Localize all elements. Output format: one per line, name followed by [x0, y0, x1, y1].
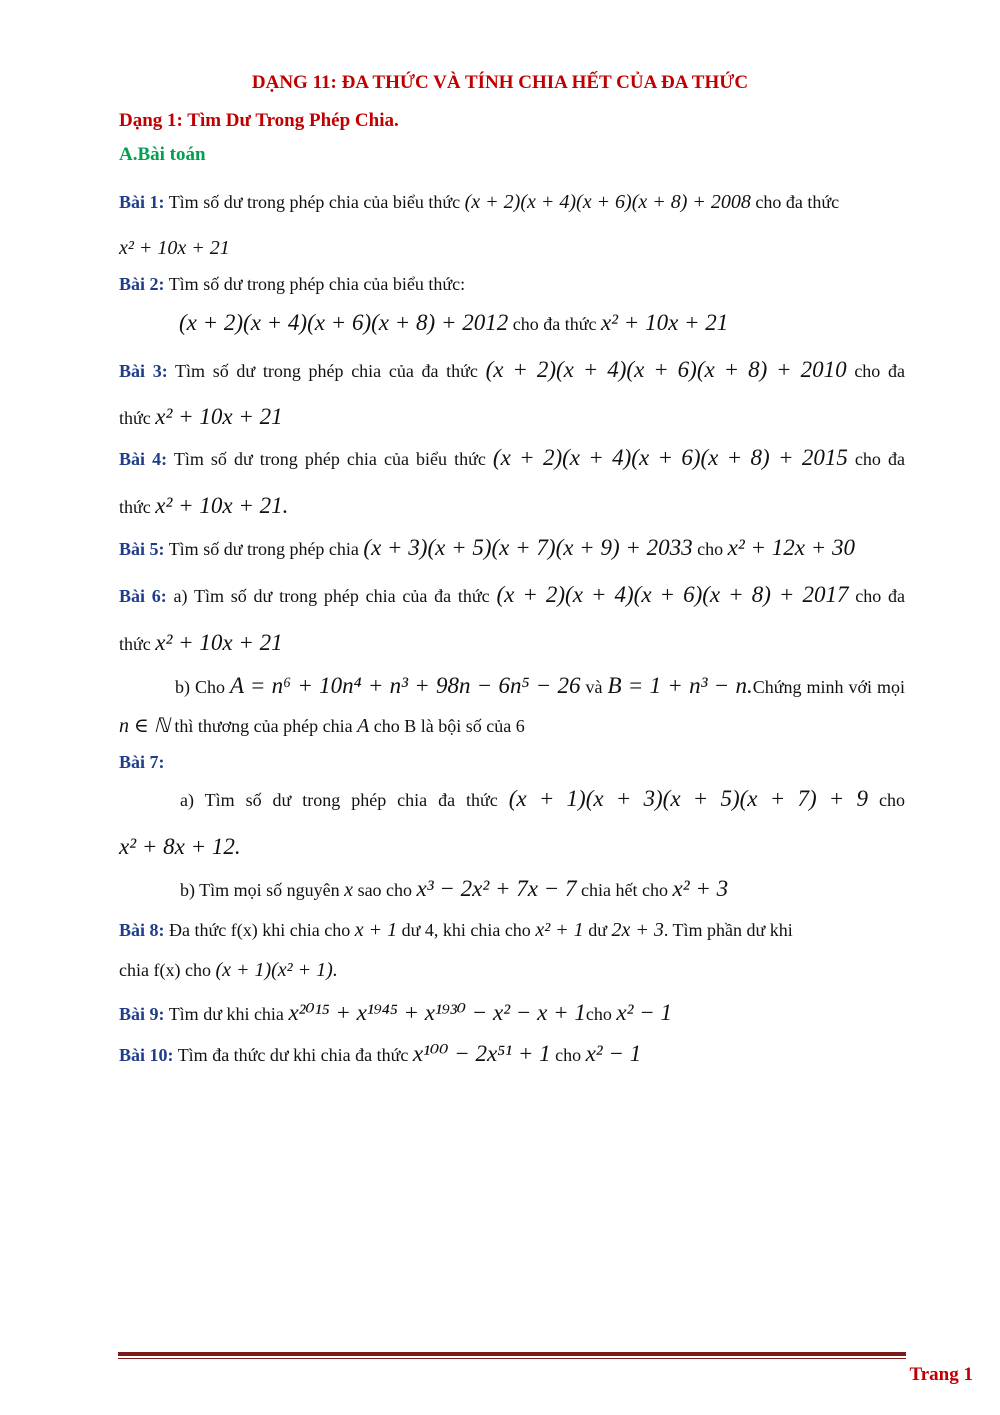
math-expression: x² + 1: [535, 919, 584, 941]
math-expression: (x + 2)(x + 4)(x + 6)(x + 8) + 2017: [496, 582, 849, 607]
math-expression: x¹⁰⁰ − 2x⁵¹ + 1: [412, 1041, 551, 1066]
math-expression: x² + 8x + 12.: [119, 834, 241, 859]
exercise-4-line2: thức x² + 10x + 21.: [119, 493, 289, 518]
exercise-label: Bài 3:: [119, 361, 168, 381]
math-expression: x + 1: [354, 919, 398, 941]
exercise-label: Bài 6:: [119, 586, 167, 606]
exercise-1-line2: [119, 236, 905, 260]
math-expression: x² − 1: [585, 1041, 642, 1066]
exercise-3: Bài 3: Tìm số dư trong phép chia của đa thức (x + 2)(x + 4)(x + 6)(x + 8) + 2010 cho đa: [119, 357, 905, 382]
exercise-7a: a) Tìm số dư trong phép chia đa thức (x + 1)(x + 3)(x + 5)(x + 7) + 9 cho: [180, 786, 905, 811]
exercise-label: Bài 10:: [119, 1045, 174, 1065]
math-expression: n ∈ ℕ: [119, 715, 170, 737]
math-expression: 2x + 3: [611, 919, 664, 941]
document-title: DẠNG 11: ĐA THỨC VÀ TÍNH CHIA HẾT CỦA ĐA THỨC: [251, 72, 749, 93]
math-expression: x² + 12x + 30: [727, 535, 855, 560]
exercise-7: [119, 750, 905, 774]
exercise-7a-line2: [119, 835, 905, 860]
exercise-6: Bài 6: a) Tìm số dư trong phép chia của đa thức (x + 2)(x + 4)(x + 6)(x + 8) + 2017 cho đa: [119, 582, 905, 607]
footer-rule: [118, 1352, 906, 1356]
exercise-6-line2: thức x² + 10x + 21: [119, 630, 283, 655]
exercise-6b-line2: n ∈ ℕ thì thương của phép chia A cho B là bội số của 6: [119, 715, 525, 737]
math-expression: x² + 10x + 21: [119, 237, 230, 259]
page-number: Trang 1: [909, 1364, 973, 1385]
math-expression: (x + 1)(x + 3)(x + 5)(x + 7) + 9: [508, 786, 869, 811]
exercise-8: Bài 8: Đa thức f(x) khi chia cho x + 1 dư 4, khi chia cho x² + 1 dư 2x + 3. Tìm phần dư khi: [119, 919, 793, 941]
exercise-label: Bài 5:: [119, 539, 165, 559]
exercise-6b: b) Cho A = n⁶ + 10n⁴ + n³ + 98n − 6n⁵ − 26 và B = 1 + n³ − n.Chứng minh với mọi: [175, 673, 905, 698]
math-expression: A = n⁶ + 10n⁴ + n³ + 98n − 6n⁵ − 26: [229, 673, 581, 698]
section-heading: Dạng 1: Tìm Dư Trong Phép Chia.: [119, 110, 399, 131]
math-expression: x² + 10x + 21: [155, 630, 283, 655]
exercise-label: Bài 9:: [119, 1004, 165, 1024]
exercise-1: Bài 1: Tìm số dư trong phép chia của biểu thức (x + 2)(x + 4)(x + 6)(x + 8) + 2008 cho đa thức: [119, 191, 840, 213]
math-expression: B = 1 + n³ − n.: [607, 673, 753, 698]
math-expression: x³ − 2x² + 7x − 7: [416, 876, 577, 901]
exercise-label: Bài 1:: [119, 192, 165, 212]
exercise-7b: b) Tìm mọi số nguyên x sao cho x³ − 2x² + 7x − 7 chia hết cho x² + 3: [180, 876, 729, 901]
math-expression: x²⁰¹⁵ + x¹⁹⁴⁵ + x¹⁹³⁰ − x² − x + 1: [288, 1000, 586, 1025]
math-expression: (x + 2)(x + 4)(x + 6)(x + 8) + 2008: [464, 191, 751, 213]
math-expression: x² + 3: [672, 876, 729, 901]
footer-rule-thin: [118, 1358, 906, 1359]
exercise-5: Bài 5: Tìm số dư trong phép chia (x + 3)(x + 5)(x + 7)(x + 9) + 2033 cho x² + 12x + 30: [119, 535, 855, 560]
math-expression: x² + 10x + 21: [600, 310, 729, 335]
math-expression: (x + 3)(x + 5)(x + 7)(x + 9) + 2033: [363, 535, 693, 560]
subsection-heading: A.Bài toán: [119, 144, 206, 165]
exercise-2-line2: (x + 2)(x + 4)(x + 6)(x + 8) + 2012 cho đa thức x² + 10x + 21: [179, 310, 729, 335]
exercise-label: Bài 4:: [119, 449, 168, 469]
exercise-label: Bài 7:: [119, 752, 165, 772]
exercise-9: Bài 9: Tìm dư khi chia x²⁰¹⁵ + x¹⁹⁴⁵ + x¹⁹³⁰ − x² − x + 1cho x² − 1: [119, 1000, 673, 1025]
exercise-label: Bài 2:: [119, 274, 165, 294]
exercise-10: Bài 10: Tìm đa thức dư khi chia đa thức x¹⁰⁰ − 2x⁵¹ + 1 cho x² − 1: [119, 1041, 642, 1066]
math-expression: (x + 2)(x + 4)(x + 6)(x + 8) + 2012: [179, 310, 509, 335]
exercise-3-line2: thức x² + 10x + 21: [119, 404, 283, 429]
math-expression: (x + 1)(x² + 1).: [215, 959, 338, 981]
math-expression: x² + 10x + 21.: [155, 493, 289, 518]
math-expression: x² + 10x + 21: [155, 404, 283, 429]
exercise-label: Bài 8:: [119, 920, 165, 940]
math-expression: x² − 1: [616, 1000, 673, 1025]
exercise-2: Bài 2: Tìm số dư trong phép chia của biểu thức:: [119, 274, 466, 294]
exercise-8-line2: chia f(x) cho (x + 1)(x² + 1).: [119, 959, 338, 981]
exercise-4: Bài 4: Tìm số dư trong phép chia của biểu thức (x + 2)(x + 4)(x + 6)(x + 8) + 2015 cho đa: [119, 445, 905, 470]
math-expression: (x + 2)(x + 4)(x + 6)(x + 8) + 2010: [485, 357, 847, 382]
math-expression: (x + 2)(x + 4)(x + 6)(x + 8) + 2015: [492, 445, 848, 470]
